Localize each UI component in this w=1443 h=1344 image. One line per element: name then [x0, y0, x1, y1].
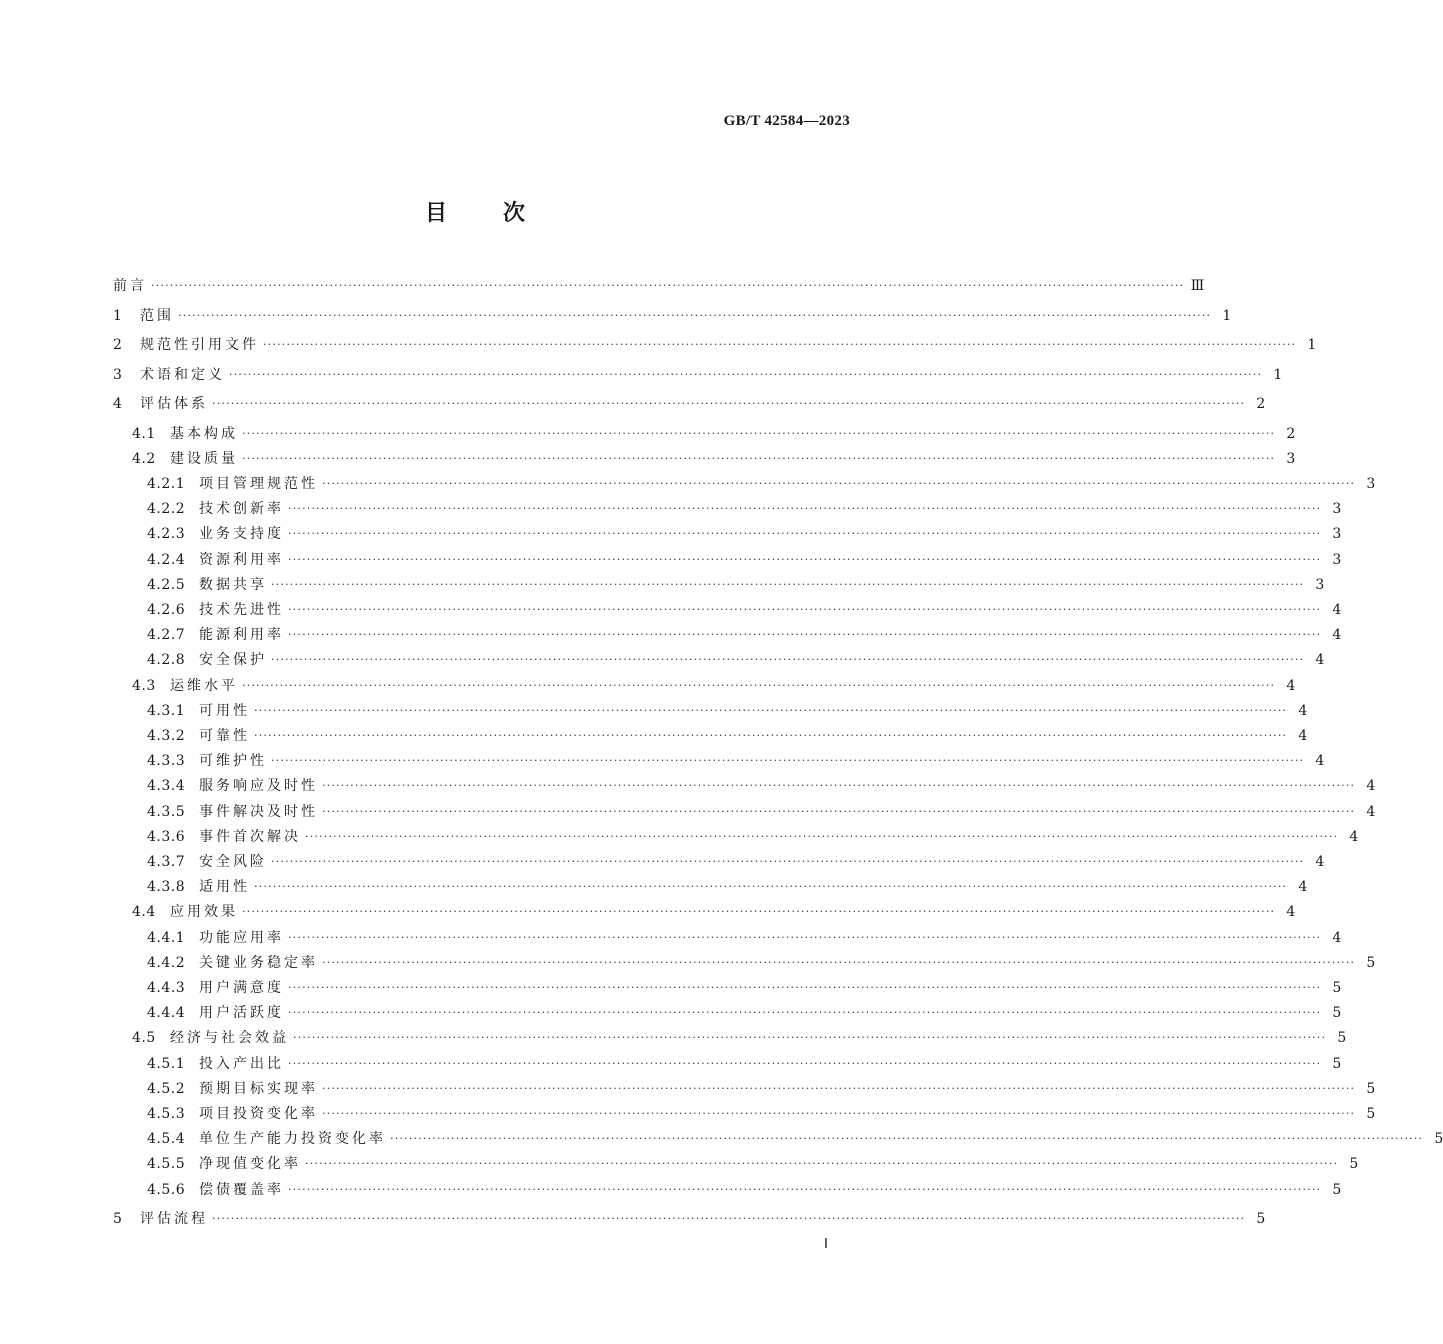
toc-entry-page: 5 [1332, 1055, 1342, 1072]
toc-dot-leader: ···························································································································································································································· [212, 1211, 1246, 1225]
toc-dot-leader: ···························································································································································································································· [254, 703, 1288, 717]
toc-entry-number: 4.4.1 [147, 929, 186, 946]
toc-dot-leader: ···························································································································································································································· [288, 1006, 1322, 1020]
toc-entry-page: 4 [1298, 727, 1308, 744]
toc-entry-page: 5 [1337, 1030, 1347, 1047]
toc-entry-title: 用户满意度 [199, 979, 284, 996]
toc-entry-page: 5 [1366, 1105, 1376, 1122]
toc-entry[interactable] [113, 548, 1342, 572]
toc-entry-title: 经济与社会效益 [170, 1030, 289, 1047]
toc-entry-page: 5 [1434, 1131, 1443, 1148]
toc-dot-leader: ···························································································································································································································· [288, 602, 1322, 616]
toc-entry[interactable] [113, 976, 1342, 1000]
toc-entry-number: 4.2.4 [147, 551, 186, 568]
toc-dot-leader: ···························································································································································································································· [242, 678, 1276, 692]
toc-dot-leader: ···························································································································································································································· [229, 367, 1263, 381]
toc-entry-page: 1 [1307, 337, 1317, 353]
toc-entry-page: 2 [1286, 425, 1296, 442]
toc-dot-leader: ···························································································································································································································· [242, 905, 1276, 919]
toc-entry-number: 4.3.7 [147, 853, 186, 870]
toc-entry[interactable] [113, 699, 1308, 723]
toc-entry-page: Ⅲ [1190, 278, 1205, 294]
toc-entry-page: 5 [1332, 1181, 1342, 1198]
toc-dot-leader: ···························································································································································································································· [305, 829, 1339, 843]
toc-entry-page: 3 [1286, 450, 1296, 467]
toc-entry[interactable] [113, 774, 1376, 798]
toc-entry-number: 5 [113, 1210, 123, 1227]
toc-entry-number: 4.5 [132, 1030, 156, 1047]
toc-dot-leader: ···························································································································································································································· [242, 426, 1276, 440]
toc-entry-number: 1 [113, 307, 123, 324]
toc-entry-title: 建设质量 [170, 450, 238, 467]
toc-entry-number: 4.2.6 [147, 601, 186, 618]
toc-dot-leader: ···························································································································································································································· [322, 804, 1356, 818]
toc-entry[interactable] [113, 447, 1296, 471]
toc-entry-title: 业务支持度 [199, 526, 284, 543]
toc-entry-title: 事件首次解决 [199, 828, 301, 845]
toc-entry[interactable] [113, 333, 1317, 357]
standard-code: GB/T 42584—2023 [723, 113, 850, 129]
toc-entry[interactable] [113, 1127, 1443, 1151]
toc-entry[interactable] [113, 598, 1342, 622]
toc-dot-leader: ···························································································································································································································· [288, 980, 1322, 994]
toc-entry-title: 项目投资变化率 [199, 1105, 318, 1122]
toc-entry-title: 预期目标实现率 [199, 1080, 318, 1097]
toc-entry-page: 5 [1349, 1156, 1359, 1173]
toc-entry-page: 3 [1315, 576, 1325, 593]
toc-entry-title: 可用性 [199, 702, 250, 719]
toc-entry-title: 技术先进性 [199, 601, 284, 618]
toc-entry-page: 5 [1366, 954, 1376, 971]
toc-dot-leader: ···························································································································································································································· [212, 397, 1246, 410]
toc-entry-number: 4.4.2 [147, 954, 186, 971]
toc-entry-number: 4.3.1 [147, 702, 186, 719]
toc-entry-number: 4.2.2 [147, 501, 186, 518]
toc-entry-title: 评估体系 [140, 396, 208, 412]
toc-entry-title: 净现值变化率 [199, 1156, 301, 1173]
toc-entry[interactable] [113, 392, 1266, 416]
toc-entry[interactable] [113, 573, 1325, 597]
toc-entry-number: 4.3.8 [147, 879, 186, 896]
toc-dot-leader: ···························································································································································································································· [178, 308, 1212, 322]
toc-entry[interactable] [113, 800, 1376, 824]
toc-dot-leader: ···························································································································································································································· [254, 728, 1288, 742]
toc-entry-page: 5 [1366, 1080, 1376, 1097]
toc-dot-leader: ···························································································································································································································· [322, 1081, 1356, 1095]
toc-entry-title: 前言 [113, 278, 147, 294]
toc-dot-leader: ···························································································································································································································· [288, 552, 1322, 566]
toc-dot-leader: ···························································································································································································································· [322, 1106, 1356, 1120]
toc-entry-number: 3 [113, 366, 123, 383]
toc-entry[interactable] [113, 1026, 1347, 1050]
toc-entry-page: 4 [1366, 803, 1376, 820]
toc-entry-title: 项目管理规范性 [199, 475, 318, 492]
toc-dot-leader: ···························································································································································································································· [293, 1031, 1327, 1045]
toc-entry-title: 规范性引用文件 [140, 337, 259, 353]
toc-entry[interactable] [113, 648, 1325, 672]
toc-entry[interactable] [113, 422, 1296, 446]
toc-entry-number: 4.4.3 [147, 979, 186, 996]
toc-entry-page: 4 [1286, 904, 1296, 921]
toc-entry[interactable] [113, 1178, 1342, 1202]
toc-entry-page: 4 [1332, 601, 1342, 618]
toc-entry[interactable] [113, 951, 1376, 975]
toc-entry-number: 4.2.1 [147, 475, 186, 492]
toc-entry-title: 用户活跃度 [199, 1005, 284, 1022]
toc-entry-title: 评估流程 [140, 1210, 208, 1227]
toc-entry-number: 4.3.2 [147, 727, 186, 744]
toc-dot-leader: ···························································································································································································································· [151, 279, 1185, 292]
toc-entry-title: 术语和定义 [140, 366, 225, 383]
toc-entry-title: 单位生产能力投资变化率 [199, 1131, 386, 1148]
toc-entry-title: 适用性 [199, 879, 250, 896]
toc-entry-title: 能源利用率 [199, 627, 284, 644]
toc-entry-title: 关键业务稳定率 [199, 954, 318, 971]
toc-entry-page: 2 [1256, 396, 1266, 412]
toc-entry-page: 3 [1332, 551, 1342, 568]
toc-entry[interactable] [113, 623, 1342, 647]
toc-entry-page: 4 [1298, 879, 1308, 896]
toc-entry-page: 4 [1366, 778, 1376, 795]
toc-entry-number: 4.2.5 [147, 576, 186, 593]
toc-entry-page: 3 [1366, 475, 1376, 492]
toc-entry-title: 资源利用率 [199, 551, 284, 568]
toc-dot-leader: ···························································································································································································································· [322, 955, 1356, 969]
toc-entry[interactable] [113, 1052, 1342, 1076]
toc-entry-title: 运维水平 [170, 677, 238, 694]
toc-entry-page: 4 [1286, 677, 1296, 694]
toc-dot-leader: ···························································································································································································································· [263, 338, 1297, 351]
toc-dot-leader: ···························································································································································································································· [288, 1056, 1322, 1070]
toc-entry-page: 4 [1332, 627, 1342, 644]
toc-entry-number: 4.2.7 [147, 627, 186, 644]
toc-dot-leader: ···························································································································································································································· [242, 451, 1276, 465]
toc-entry-page: 3 [1332, 501, 1342, 518]
toc-entry-page: 1 [1222, 307, 1232, 324]
toc-entry-title: 偿债覆盖率 [199, 1181, 284, 1198]
toc-entry-title: 服务响应及时性 [199, 778, 318, 795]
toc-entry-page: 4 [1315, 853, 1325, 870]
toc-entry-page: 1 [1273, 366, 1283, 383]
toc-dot-leader: ···························································································································································································································· [271, 577, 1305, 591]
toc-entry-number: 4.5.2 [147, 1080, 186, 1097]
toc-entry-title: 数据共享 [199, 576, 267, 593]
toc-entry-title: 基本构成 [170, 425, 238, 442]
toc-entry-title: 安全风险 [199, 853, 267, 870]
toc-entry-title: 投入产出比 [199, 1055, 284, 1072]
page-title [0, 196, 950, 227]
toc-dot-leader: ···························································································································································································································· [271, 854, 1305, 868]
toc-entry-number: 4.3.3 [147, 753, 186, 770]
toc-entry-title: 功能应用率 [199, 929, 284, 946]
toc-entry-number: 4.5.5 [147, 1156, 186, 1173]
toc-entry-title: 技术创新率 [199, 501, 284, 518]
toc-entry-number: 4.5.1 [147, 1055, 186, 1072]
toc-entry[interactable] [113, 674, 1296, 698]
toc-entry[interactable] [113, 1152, 1359, 1176]
title-char-2: 次 [503, 201, 526, 226]
toc-entry[interactable] [113, 472, 1376, 496]
toc-entry-number: 4.3.6 [147, 828, 186, 845]
toc-entry[interactable] [113, 724, 1308, 748]
toc-dot-leader: ···························································································································································································································· [288, 502, 1322, 516]
toc-entry-number: 4.3.5 [147, 803, 186, 820]
toc-entry[interactable] [113, 875, 1308, 899]
toc-entry-title: 可靠性 [199, 727, 250, 744]
toc-entry[interactable] [113, 304, 1232, 328]
toc-entry[interactable] [113, 274, 1205, 298]
toc-entry-number: 4.2.8 [147, 652, 186, 669]
toc-entry-number: 4.3.4 [147, 778, 186, 795]
toc-entry-page: 4 [1298, 702, 1308, 719]
toc-entry-number: 4.5.6 [147, 1181, 186, 1198]
toc-entry-page: 4 [1315, 753, 1325, 770]
toc-entry-title: 范围 [140, 307, 174, 324]
toc-entry[interactable] [113, 1077, 1376, 1101]
toc-entry[interactable] [113, 749, 1325, 773]
toc-dot-leader: ···························································································································································································································· [254, 880, 1288, 894]
toc-entry-number: 4 [113, 396, 123, 412]
toc-entry-number: 4.5.4 [147, 1131, 186, 1148]
toc-entry[interactable] [113, 363, 1283, 387]
toc-entry-number: 2 [113, 337, 123, 353]
toc-entry-number: 4.4 [132, 904, 156, 921]
toc-entry[interactable] [113, 1102, 1376, 1126]
toc-entry-page: 5 [1332, 1005, 1342, 1022]
title-char-1: 目 [424, 201, 447, 226]
toc-entry-number: 4.5.3 [147, 1105, 186, 1122]
toc-dot-leader: ···························································································································································································································· [288, 1182, 1322, 1196]
toc-dot-leader: ···························································································································································································································· [288, 930, 1322, 944]
toc-entry-number: 4.2.3 [147, 526, 186, 543]
toc-entry-page: 4 [1349, 828, 1359, 845]
toc-entry-number: 4.3 [132, 677, 156, 694]
toc-entry-number: 4.4.4 [147, 1005, 186, 1022]
toc-entry-title: 安全保护 [199, 652, 267, 669]
toc-entry-number: 4.2 [132, 450, 156, 467]
toc-entry-page: 5 [1256, 1210, 1266, 1227]
toc-dot-leader: ···························································································································································································································· [305, 1157, 1339, 1171]
toc-dot-leader: ···························································································································································································································· [271, 754, 1305, 768]
toc-dot-leader: ···························································································································································································································· [390, 1132, 1424, 1146]
toc-entry[interactable] [113, 825, 1359, 849]
toc-entry[interactable] [113, 850, 1325, 874]
toc-dot-leader: ···························································································································································································································· [322, 779, 1356, 793]
toc-entry[interactable] [113, 900, 1296, 924]
toc-entry-page: 5 [1332, 979, 1342, 996]
toc-entry-number: 4.1 [132, 425, 156, 442]
page-number: Ⅰ [823, 1237, 828, 1252]
toc-dot-leader: ···························································································································································································································· [271, 653, 1305, 667]
toc-dot-leader: ···························································································································································································································· [322, 476, 1356, 490]
toc-entry[interactable] [113, 497, 1342, 521]
toc-entry[interactable] [113, 926, 1342, 950]
toc-entry[interactable] [113, 1207, 1266, 1231]
toc-dot-leader: ···························································································································································································································· [288, 628, 1322, 642]
toc-entry[interactable] [113, 522, 1342, 546]
toc-entry-page: 4 [1315, 652, 1325, 669]
toc-entry-page: 4 [1332, 929, 1342, 946]
toc-entry-title: 可维护性 [199, 753, 267, 770]
toc-dot-leader: ···························································································································································································································· [288, 527, 1322, 541]
toc-entry-page: 3 [1332, 526, 1342, 543]
toc-entry-title: 事件解决及时性 [199, 803, 318, 820]
toc-entry-title: 应用效果 [170, 904, 238, 921]
toc-entry[interactable] [113, 1001, 1342, 1025]
